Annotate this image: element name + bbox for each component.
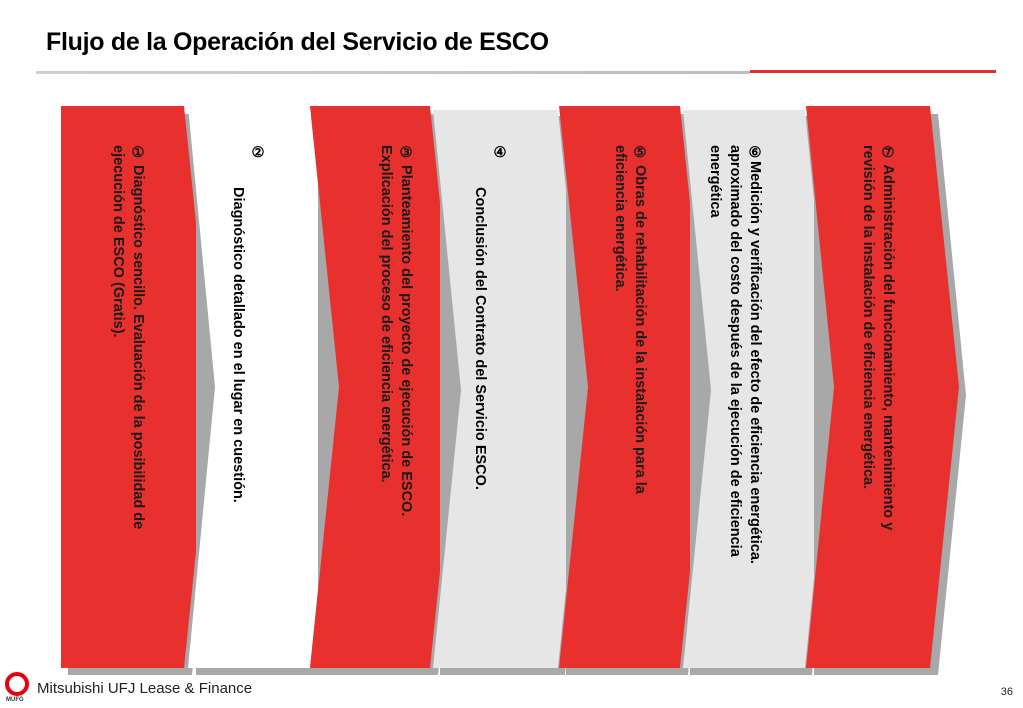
step-5-line-1: ⑤ Obras de rehabilitación de la instalación para la xyxy=(632,145,648,494)
step-2-line-2: Diagnóstico detallado en el lugar en cuestión. xyxy=(230,187,246,503)
step-7-text xyxy=(858,145,898,530)
step-5-line-2: eficiencia energética. xyxy=(612,145,628,292)
company-name: Mitsubishi UFJ Lease & Finance xyxy=(37,680,253,697)
step-4-line-2: Conclusión del Contrato del Servicio ESCO. xyxy=(472,187,488,490)
step-6-text xyxy=(705,145,765,564)
step-4-line-1: ④ xyxy=(492,145,508,161)
mufg-logo-text: MUFG xyxy=(6,697,24,703)
page-title: Flujo de la Operación del Servicio de ESCO xyxy=(46,28,549,56)
step-2-line-1: ② xyxy=(250,145,266,161)
step-1-line-2: ejecución de ESCO (Gratis). xyxy=(110,145,126,338)
step-1-text xyxy=(108,145,148,529)
step-6-line-2: aproximado del costo después de la ejecución de eficiencia xyxy=(727,145,743,557)
step-3-line-1: ③ Planteamiento del proyecto de ejecución de ESCO. xyxy=(398,145,414,517)
step-1-line-1: ① Diagnóstico sencillo. Evaluación de la posibilidad de xyxy=(130,145,146,530)
step-5-text xyxy=(610,145,650,494)
step-7-line-1: ⑦ Administración del funcionamiento, mantenimiento y xyxy=(880,145,896,531)
step-6-line-1: ⑥Medición y verificación del efecto de eficiencia energética. xyxy=(747,145,763,564)
step-6-line-3: energética xyxy=(707,145,723,218)
step-7-line-2: revisión de la instalación de eficiencia energética. xyxy=(860,145,876,490)
step-4-text xyxy=(472,145,510,490)
step-3-text xyxy=(376,145,416,516)
step-2-text xyxy=(230,145,268,503)
step-3-line-2: Explicación del proceso de eficiencia energética. xyxy=(378,145,394,483)
page-number: 36 xyxy=(1000,686,1013,698)
mufg-logo-icon xyxy=(5,672,29,696)
